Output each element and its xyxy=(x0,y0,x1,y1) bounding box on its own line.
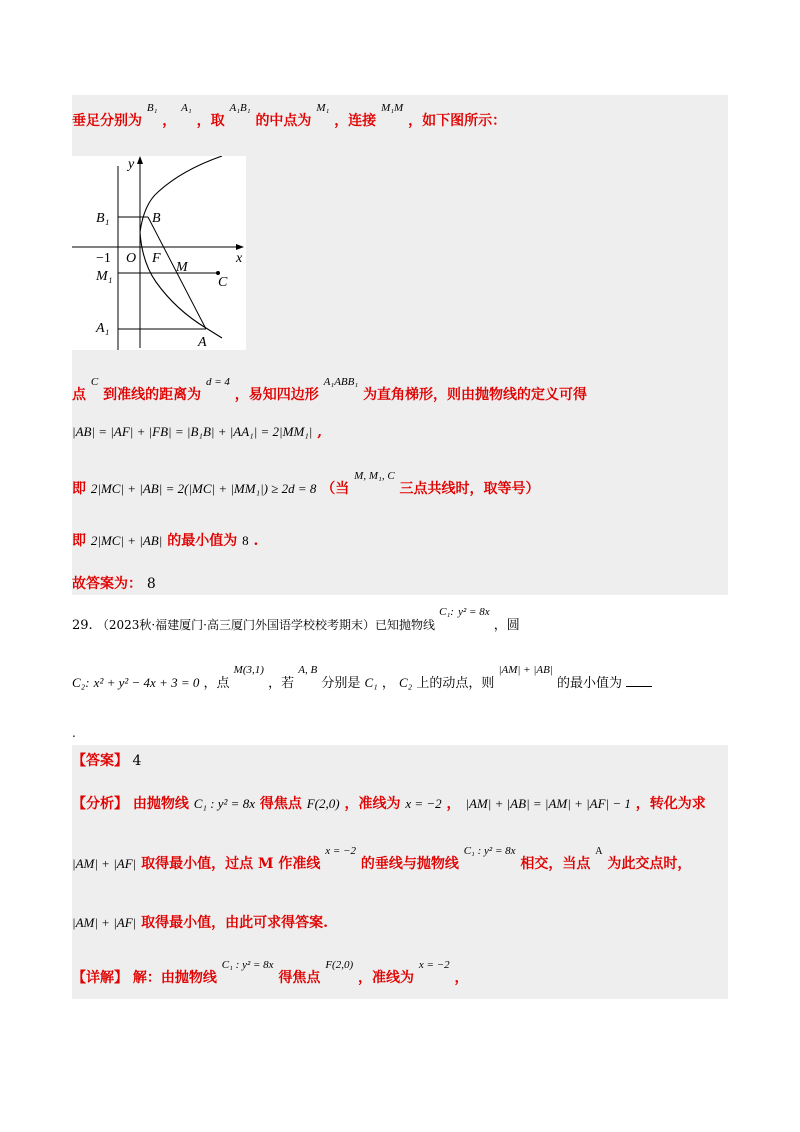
text: ，取 xyxy=(196,113,225,129)
text: 分别是 xyxy=(321,676,361,691)
analysis-line-3 xyxy=(72,912,328,932)
text: ，准线为 xyxy=(357,970,414,986)
solution-line-4 xyxy=(72,470,540,498)
math-c2: C₂ xyxy=(398,675,413,690)
text: 点 xyxy=(72,387,86,403)
math-b1: B₁ xyxy=(146,102,158,114)
text: 取得最小值，过点 M 作准线 xyxy=(141,856,321,872)
text: 得焦点 xyxy=(259,796,302,812)
answer-value: 4 xyxy=(132,753,142,769)
text: 解：由抛物线 xyxy=(132,970,217,986)
answer-line xyxy=(72,750,141,770)
label-y: y xyxy=(128,157,135,172)
label-a1: A₁ xyxy=(96,321,110,336)
math-expr: |AM| + |AF| xyxy=(72,915,137,930)
parabola-diagram xyxy=(72,156,246,350)
text: . xyxy=(253,533,259,549)
math-quad: A₁ABB₁ xyxy=(323,376,359,388)
question-source: （2023秋·福建厦门·高三厦门外国语学校校考期末）已知抛物线 xyxy=(96,618,435,632)
text: 即 xyxy=(72,533,86,549)
label-b1: B₁ xyxy=(96,211,110,226)
label-m: M xyxy=(176,260,188,275)
text: 的最小值为 xyxy=(167,533,238,549)
math-m1: M₁ xyxy=(316,102,330,114)
text: 由抛物线 xyxy=(132,796,189,812)
math-ab: A, B xyxy=(298,664,318,676)
answer-value: 8 xyxy=(146,576,156,592)
math-focus: F(2,0) xyxy=(306,796,340,811)
text: ，如下图所示： xyxy=(408,113,507,129)
x-axis-arrow xyxy=(236,244,244,250)
text: 垂足分别为 xyxy=(72,113,142,129)
text: 即 xyxy=(72,481,86,497)
math-directrix: x = −2 xyxy=(405,796,442,811)
detail-line xyxy=(72,959,469,987)
label-c: C xyxy=(218,275,228,290)
label-b: B xyxy=(152,211,161,226)
math-c2: C₂: xyxy=(72,675,90,690)
analysis-tag: 【分析】 xyxy=(72,796,128,812)
math-c1: C₁ xyxy=(364,675,378,690)
math-expr: 2|MC| + |AB| xyxy=(90,533,163,548)
text: 到准线的距离为 xyxy=(103,387,202,403)
answer-tag: 【答案】 xyxy=(72,753,128,769)
math-ab-sum: |AB| = |AF| + |FB| = |B₁B| + |AA₁| = 2|MM₁| xyxy=(72,424,313,439)
answer-label: 故答案为： xyxy=(72,576,142,592)
math-directrix: x = −2 xyxy=(325,845,356,857)
text: 的最小值为 xyxy=(556,676,622,691)
math-c: C xyxy=(90,376,99,388)
math-directrix: x = −2 xyxy=(418,959,450,971)
text: ，转化为求 xyxy=(635,796,706,812)
solution-line-5 xyxy=(72,530,258,550)
text: 三点共线时，取等号） xyxy=(399,481,540,497)
math-expr: |AM| + |AF| xyxy=(72,856,137,871)
text: 相交，当点 xyxy=(520,856,591,872)
text: 得焦点 xyxy=(278,970,321,986)
text: 的中点为 xyxy=(255,113,312,129)
text: , xyxy=(317,424,323,440)
question-line-1 xyxy=(72,606,520,633)
label-o: O xyxy=(126,251,137,266)
question-line-2 xyxy=(72,664,652,691)
parabola-figure xyxy=(72,156,246,350)
text: ， xyxy=(381,676,395,691)
math-point-m: M(3,1) xyxy=(233,664,264,676)
math-focus: F(2,0) xyxy=(325,959,354,971)
math-parabola: C₁ : y² = 8x xyxy=(221,959,274,971)
math-parabola: C₁ : y² = 8x xyxy=(463,845,516,857)
label-a: A xyxy=(198,335,207,350)
question-line-3 xyxy=(72,726,76,740)
detail-tag: 【详解】 xyxy=(72,970,128,986)
text: （当 xyxy=(321,481,350,497)
analysis-line-1 xyxy=(72,793,706,813)
math-points: M, M₁, C xyxy=(354,470,395,482)
answer-blank xyxy=(626,676,652,687)
label-x: x xyxy=(236,251,243,266)
math-a1b1: A₁B₁ xyxy=(229,102,251,114)
solution-line-1 xyxy=(72,102,507,130)
text: ， xyxy=(162,113,177,129)
solution-line-3 xyxy=(72,424,322,440)
text: 上的动点，则 xyxy=(416,676,495,691)
math-c1: C₁: xyxy=(439,606,454,618)
label-neg1: −1 xyxy=(96,251,111,266)
math-parabola: C₁ : y² = 8x xyxy=(193,796,255,811)
math-expr: |AM| + |AB| xyxy=(498,664,553,676)
label-f: F xyxy=(152,251,161,266)
text: 的垂线与抛物线 xyxy=(360,856,459,872)
text: ，准线为 xyxy=(344,796,401,812)
math-parabola: y² = 8x xyxy=(458,606,490,618)
y-axis-arrow xyxy=(137,156,143,164)
text: ， xyxy=(446,796,461,812)
analysis-line-2 xyxy=(72,845,692,873)
text: 取得最小值，由此可求得答案. xyxy=(141,915,328,931)
math-m1m: M₁M xyxy=(381,102,404,114)
solution-line-6 xyxy=(72,573,156,593)
math-transform: |AM| + |AB| = |AM| + |AF| − 1 xyxy=(465,796,631,811)
text: ， xyxy=(454,970,469,986)
text: ，若 xyxy=(268,676,295,691)
math-circle: x² + y² − 4x + 3 = 0 xyxy=(93,675,200,690)
text: ，易知四边形 xyxy=(234,387,319,403)
text: 为此交点时， xyxy=(607,856,692,872)
text: ，连接 xyxy=(334,113,377,129)
math-inequality: 2|MC| + |AB| = 2(|MC| + |MM₁|) ≥ 2d = 8 xyxy=(90,481,317,496)
solution-line-2 xyxy=(72,376,588,404)
text: ，圆 xyxy=(493,618,520,633)
text: ，点 xyxy=(203,676,230,691)
math-a1: A₁ xyxy=(181,102,192,114)
label-m1: M₁ xyxy=(96,269,113,284)
period: . xyxy=(72,726,76,740)
math-a: A xyxy=(595,846,603,857)
math-d4: d = 4 xyxy=(205,376,230,388)
question-number: 29. xyxy=(72,618,93,633)
text: 为直角梯形，则由抛物线的定义可得 xyxy=(363,387,588,403)
math-value: 8 xyxy=(242,533,249,548)
